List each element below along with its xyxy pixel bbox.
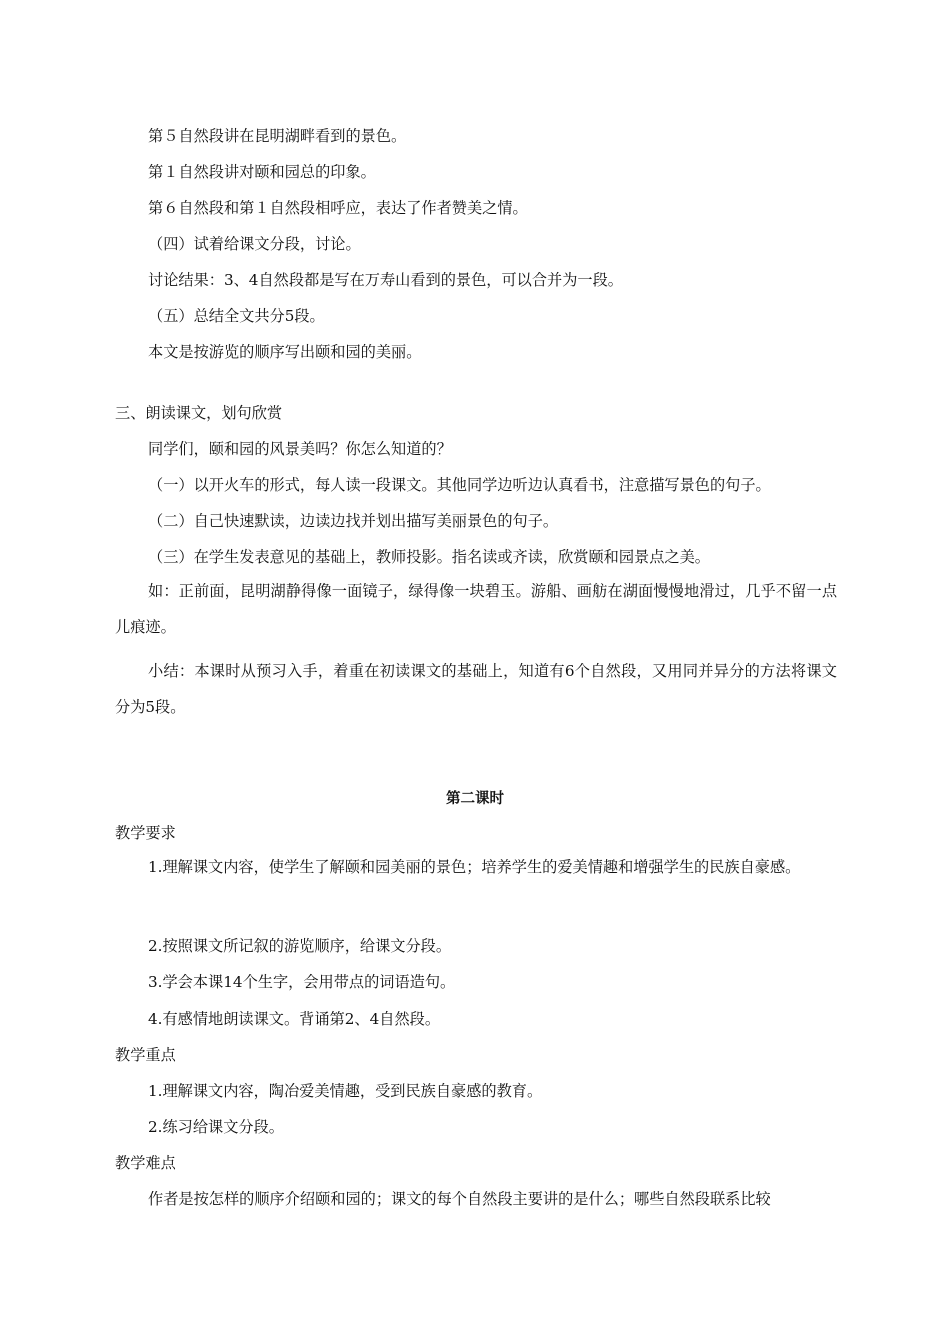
key-points-heading: 教学重点	[115, 1046, 176, 1064]
text-line: （一）以开火车的形式，每人读一段课文。其他同学边听边认真看书，注意描写景色的句子。	[148, 476, 771, 494]
text-line: 本文是按游览的顺序写出颐和园的美丽。	[148, 343, 422, 361]
lesson-title: 第二课时	[446, 791, 504, 807]
example-paragraph: 如：正前面，昆明湖静得像一面镜子，绿得像一块碧玉。游船、画舫在湖面慢慢地滑过，几乎不留一点儿痕迹。	[115, 582, 837, 636]
text-line: （五）总结全文共分5段。	[148, 307, 325, 325]
text-line: （二）自己快速默读，边读边找并划出描写美丽景色的句子。	[148, 512, 559, 530]
requirement-item: 1.理解课文内容，使学生了解颐和园美丽的景色；培养学生的爱美情趣和增强学生的民族自豪感。	[148, 858, 801, 876]
text-line: （四）试着给课文分段，讨论。	[148, 235, 361, 253]
text-line: 讨论结果：3、4自然段都是写在万寿山看到的景色，可以合并为一段。	[148, 271, 623, 289]
text-line: 第６自然段和第１自然段相呼应，表达了作者赞美之情。	[148, 199, 528, 217]
text-line: 同学们，颐和园的风景美吗？你怎么知道的？	[148, 440, 452, 458]
requirement-item: 4.有感情地朗读课文。背诵第2、4自然段。	[148, 1010, 441, 1028]
text-line: 第１自然段讲对颐和园总的印象。	[148, 163, 376, 181]
requirements-heading: 教学要求	[115, 824, 176, 842]
key-point-item: 1.理解课文内容，陶冶爱美情趣，受到民族自豪感的教育。	[148, 1082, 543, 1100]
key-point-item: 2.练习给课文分段。	[148, 1118, 284, 1136]
difficulty-text: 作者是按怎样的顺序介绍颐和园的；课文的每个自然段主要讲的是什么；哪些自然段联系比较	[148, 1190, 771, 1208]
section-heading: 三、朗读课文，划句欣赏	[115, 404, 283, 422]
text-line: （三）在学生发表意见的基础上，教师投影。指名读或齐读，欣赏颐和园景点之美。	[148, 548, 710, 566]
difficulty-heading: 教学难点	[115, 1154, 176, 1172]
summary-paragraph: 小结：本课时从预习入手，着重在初读课文的基础上，知道有6个自然段，又用同并异分的方法将课文分为5段。	[115, 662, 837, 716]
text-line: 第５自然段讲在昆明湖畔看到的景色。	[148, 127, 407, 145]
requirement-item: 3.学会本课14个生字，会用带点的词语造句。	[148, 973, 456, 991]
requirement-item: 2.按照课文所记叙的游览顺序，给课文分段。	[148, 937, 452, 955]
